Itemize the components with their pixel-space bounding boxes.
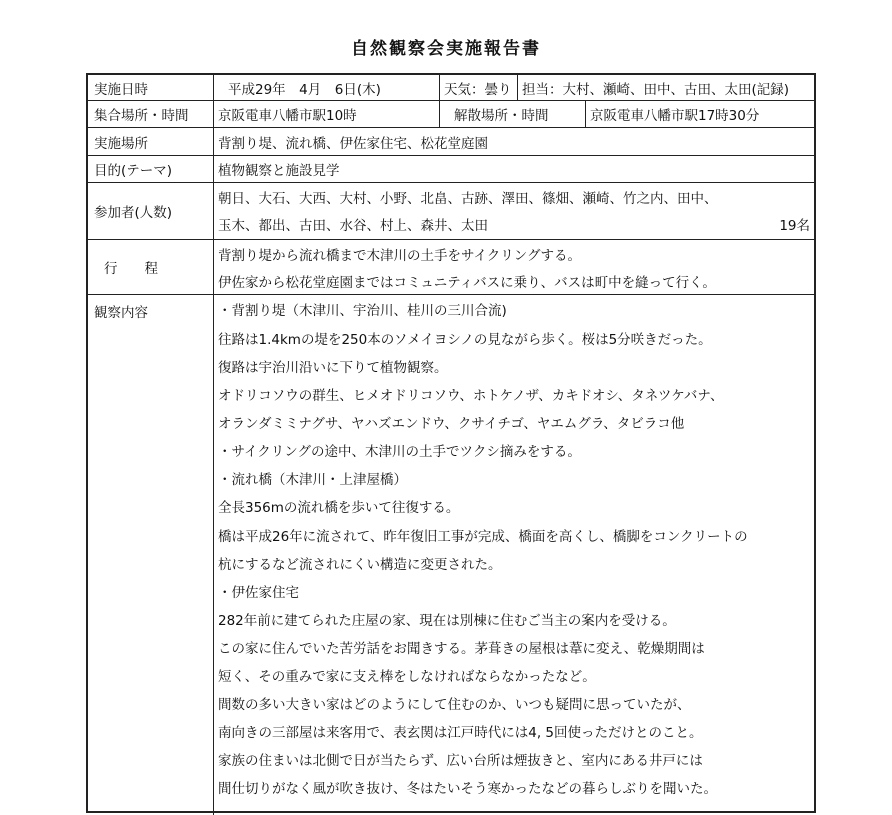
observation-line: ・サイクリングの途中、木津川の土手でツクシ摘みをする。 — [218, 444, 581, 460]
staff-value: 担当：大村、瀬崎、田中、古田、太田(記録) — [522, 81, 790, 98]
purpose-value: 植物観察と施設見学 — [218, 163, 340, 179]
meeting-label: 集合場所・時間 — [88, 101, 214, 127]
purpose-label: 目的(テーマ) — [88, 156, 214, 182]
observation-line: この家に住んでいた苦労話をお聞きする。茅葺きの屋根は葦に変え、乾燥期間は — [218, 641, 705, 657]
participants-cell — [214, 183, 814, 239]
venue-value: 背割り堤、流れ橋、伊佐家住宅、松花堂庭園 — [218, 135, 488, 152]
observation-line: 復路は宇治川沿いに下りて植物観察。 — [218, 360, 448, 376]
date-label: 実施日時 — [88, 75, 214, 100]
row-observation — [88, 295, 814, 815]
observation-line: 橋は平成26年に流されて、昨年復旧工事が完成、橋面を高くし、橋脚をコンクリートの — [218, 529, 748, 545]
observation-line: 間数の多い大きい家はどのようにして住むのか、いつも疑問に思っていたが、 — [218, 697, 691, 713]
observation-line: 間仕切りがなく風が吹き抜け、冬はたいそう寒かったなどの暮らしぶりを聞いた。 — [218, 781, 717, 797]
venue-label: 実施場所 — [88, 128, 214, 155]
row-meeting — [88, 101, 814, 128]
observation-line: 短く、その重みで家に支え棒をしなければならなかったなど。 — [218, 669, 596, 685]
participants-line2: 玉木、都出、古田、水谷、村上、森井、太田 — [218, 218, 488, 234]
row-date — [88, 75, 814, 101]
row-venue — [88, 128, 814, 156]
observation-line: 全長356mの流れ橋を歩いて往復する。 — [218, 500, 460, 516]
observation-line: ・流れ橋（木津川・上津屋橋） — [218, 472, 407, 488]
dismiss-label: 解散場所・時間 — [440, 101, 586, 127]
observation-line: 282年前に建てられた庄屋の家、現在は別棟に住むご当主の案内を受ける。 — [218, 613, 676, 629]
participants-line1: 朝日、大石、大西、大村、小野、北畠、古跡、澤田、篠畑、瀬崎、竹之内、田中、 — [218, 191, 718, 207]
row-purpose — [88, 156, 814, 183]
row-participants — [88, 183, 814, 240]
observation-line: オランダミミナグサ、ヤハズエンドウ、クサイチゴ、ヤエムグラ、タビラコ他 — [218, 416, 685, 432]
itinerary-label: 行 程 — [88, 240, 214, 294]
observation-line: ・伊佐家住宅 — [218, 585, 299, 601]
observation-line: 杭にするなど流されにくい構造に変更された。 — [218, 557, 502, 573]
participants-count: 19名 — [779, 218, 810, 234]
observation-line: ・背割り堤（木津川、宇治川、桂川の三川合流) — [218, 303, 507, 319]
observation-label: 観察内容 — [88, 295, 214, 815]
observation-cell — [214, 295, 814, 815]
itinerary-line2: 伊佐家から松花堂庭園まではコミュニティバスに乗り、バスは町中を縫って行く。 — [218, 275, 716, 291]
weather-value: 天気：曇り — [440, 75, 518, 100]
observation-line: 往路は1.4kmの堤を250本のソメイヨシノの見ながら歩く。桜は5分咲きだった。 — [218, 332, 712, 348]
observation-line: 家族の住まいは北側で日が当たらず、広い台所は煙抜きと、室内にある井戸には — [218, 753, 703, 769]
report-table — [86, 73, 816, 813]
participants-label: 参加者(人数) — [88, 183, 214, 239]
observation-line: オドリコソウの群生、ヒメオドリコソウ、ホトケノザ、カキドオシ、タネツケバナ、 — [218, 388, 724, 404]
row-itinerary — [88, 240, 814, 295]
observation-line: 南向きの三部屋は来客用で、表玄関は江戸時代には4, 5回使っただけとのこと。 — [218, 725, 703, 741]
date-value: 平成29年 4月 6日(木) — [214, 75, 440, 100]
itinerary-cell — [214, 240, 814, 294]
dismiss-value: 京阪電車八幡市駅17時30分 — [590, 108, 760, 124]
itinerary-line1: 背割り堤から流れ橋まで木津川の土手をサイクリングする。 — [218, 248, 582, 264]
report-title: 自然観察会実施報告書 — [351, 39, 541, 59]
meeting-value: 京阪電車八幡市駅10時 — [214, 101, 440, 127]
